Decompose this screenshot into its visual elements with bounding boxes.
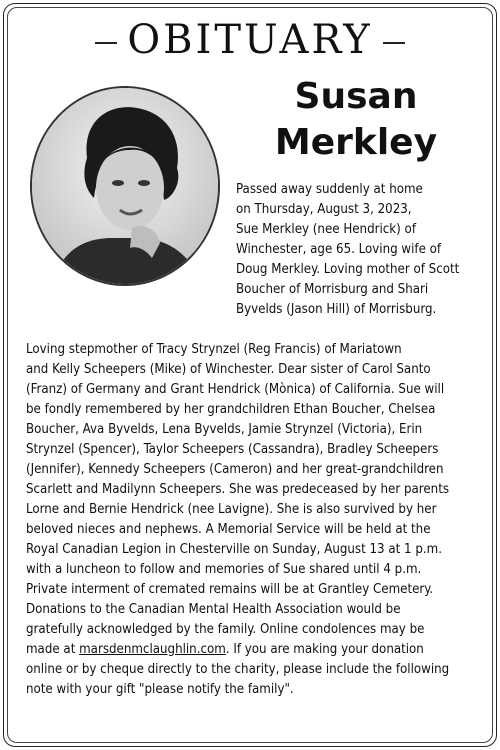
body-line: note with your gift "please notify the family". bbox=[26, 682, 294, 697]
body-line: Scarlett and Madilynn Scheepers. She was predeceased by her parents bbox=[26, 482, 450, 497]
header-title: OBITUARY bbox=[127, 17, 373, 63]
column-line: Winchester, age 65. Loving wife of bbox=[236, 242, 442, 257]
body-line: Private interment of cremated remains will be at Grantley Cemetery. bbox=[26, 582, 434, 597]
body-line: with a luncheon to follow and memories of Sue shared until 4 p.m. bbox=[26, 562, 422, 577]
body-line: (Jennifer), Kennedy Scheepers (Cameron) and her great-grandchildren bbox=[26, 462, 444, 477]
body-line: Loving stepmother of Tracy Strynzel (Reg Francis) of Mariatown bbox=[26, 342, 402, 357]
condolences-link[interactable]: marsdenmclaughlin.com bbox=[79, 642, 226, 657]
column-line: on Thursday, August 3, 2023, bbox=[236, 202, 412, 217]
body-line: Boucher, Ava Byvelds, Lena Byvelds, Jamie Strynzel (Victoria), Erin bbox=[26, 422, 423, 437]
column-text bbox=[236, 180, 476, 320]
name-first: Susan bbox=[294, 76, 418, 117]
column-line: Doug Merkley. Loving mother of Scott bbox=[236, 262, 460, 277]
portrait-photo bbox=[30, 86, 220, 286]
column-line: Byvelds (Jason Hill) of Morrisburg. bbox=[236, 302, 437, 317]
body-line: beloved nieces and nephews. A Memorial Service will be held at the bbox=[26, 522, 431, 537]
body-line: Lorne and Bernie Hendrick (nee Lavigne). She is also survived by her bbox=[26, 502, 437, 517]
body-line: Donations to the Canadian Mental Health Association would be bbox=[26, 602, 401, 617]
body-line: gratefully acknowledged by the family. Online condolences may be bbox=[26, 622, 425, 637]
body-line: online or by cheque directly to the charity, please include the following bbox=[26, 662, 450, 677]
obituary-header bbox=[0, 16, 500, 64]
name-last: Merkley bbox=[274, 122, 438, 163]
column-line: Passed away suddenly at home bbox=[236, 182, 423, 197]
column-line: Sue Merkley (nee Hendrick) of bbox=[236, 222, 416, 237]
body-text bbox=[26, 340, 476, 700]
header-right-dash bbox=[383, 42, 405, 44]
body-line: Strynzel (Spencer), Taylor Scheepers (Cassandra), Bradley Scheepers bbox=[26, 442, 439, 457]
link-line-before: made at bbox=[26, 642, 80, 657]
body-line: Royal Canadian Legion in Chesterville on Sunday, August 13 at 1 p.m. bbox=[26, 542, 442, 557]
link-line bbox=[26, 640, 476, 660]
column-line: Boucher of Morrisburg and Shari bbox=[236, 282, 429, 297]
body-line: (Franz) of Germany and Grant Hendrick (Mònica) of California. Sue will bbox=[26, 382, 445, 397]
body-line: and Kelly Scheepers (Mike) of Winchester. Dear sister of Carol Santo bbox=[26, 362, 431, 377]
link-line-after: . If you are making your donation bbox=[225, 642, 424, 657]
body-line: be fondly remembered by her grandchildren Ethan Boucher, Chelsea bbox=[26, 402, 436, 417]
header-left-dash bbox=[95, 42, 117, 44]
